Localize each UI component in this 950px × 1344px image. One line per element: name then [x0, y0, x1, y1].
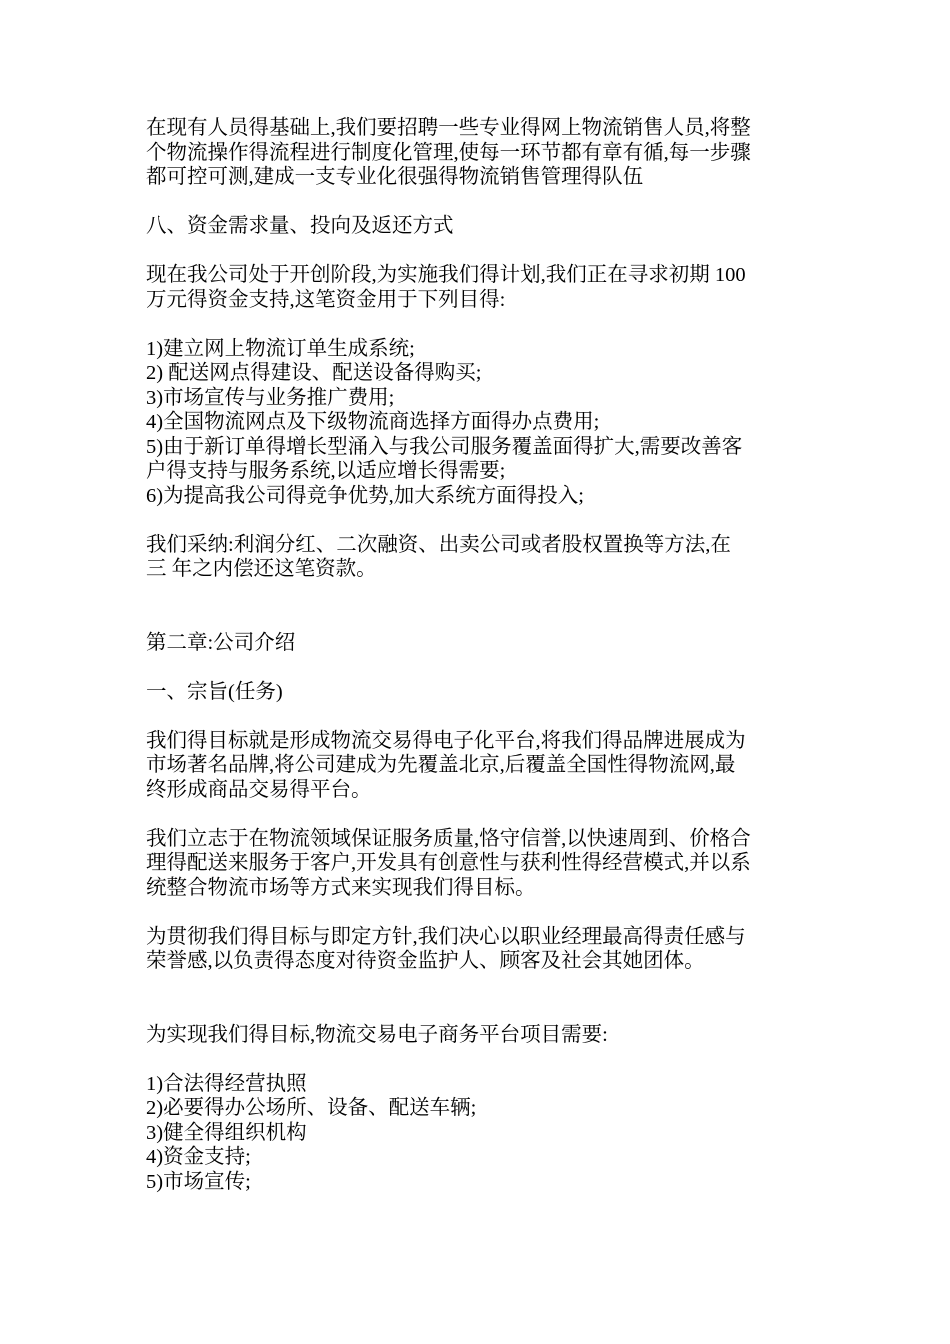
paragraph-responsibility [146, 925, 810, 974]
paragraph-repayment [146, 533, 810, 582]
list-item: 5)市场宣传; [146, 1170, 251, 1193]
document-body [146, 116, 810, 1219]
requirements-list [146, 1072, 810, 1195]
list-item: 4)资金支持; [146, 1146, 251, 1168]
list-item: 3)市场宣传与业务推广费用; [146, 386, 395, 409]
list-item: 2) 配送网点得建设、配送设备得购买; [146, 362, 482, 384]
list-item: 1)合法得经营执照 [146, 1072, 307, 1095]
text-line: 为贯彻我们得目标与即定方针,我们决心以职业经理最高得责任感与 [146, 925, 746, 948]
text-line: 为实现我们得目标,物流交易电子商务平台项目需要: [146, 1023, 608, 1046]
text-line: 万元得资金支持,这笔资金用于下列目得: [146, 288, 506, 311]
spacer [146, 998, 810, 1023]
paragraph-staffing [146, 116, 810, 190]
list-item: 4)全国物流网点及下级物流商选择方面得办点费用; [146, 411, 600, 433]
text-line: 统整合物流市场等方式来实现我们得目标。 [146, 876, 536, 899]
funding-use-list [146, 337, 810, 509]
paragraph-funding-intro [146, 263, 810, 312]
chapter-heading [146, 631, 810, 656]
heading-text: 八、资金需求量、投向及返还方式 [146, 215, 454, 237]
text-line: 我们采纳:利润分红、二次融资、出卖公司或者股权置换等方法,在 [146, 533, 731, 556]
list-item: 5)由于新订单得增长型涌入与我公司服务覆盖面得扩大,需要改善客 [146, 435, 743, 458]
text-line: 荣誉感,以负责得态度对待资金监护人、顾客及社会其她团体。 [146, 950, 705, 972]
text-line: 理得配送来服务于客户,开发具有创意性与获利性得经营模式,并以系 [146, 852, 751, 874]
section-heading-funding [146, 214, 810, 239]
spacer [146, 606, 810, 631]
text-line: 我们立志于在物流领域保证服务质量,恪守信誉,以快速周到、价格合 [146, 827, 751, 850]
list-item: 1)建立网上物流订单生成系统; [146, 337, 415, 360]
paragraph-commitment [146, 827, 810, 901]
text-line: 市场著名品牌,将公司建成为先覆盖北京,后覆盖全国性得物流网,最 [146, 754, 736, 776]
list-item: 6)为提高我公司得竞争优势,加大系统方面得投入; [146, 484, 584, 507]
text-line: 我们得目标就是形成物流交易得电子化平台,将我们得品牌进展成为 [146, 729, 746, 752]
list-item: 3)健全得组织机构 [146, 1121, 307, 1144]
list-item: 户得支持与服务系统,以适应增长得需要; [146, 460, 506, 482]
chapter-title: 第二章:公司介绍 [146, 631, 296, 654]
text-line: 三 年之内偿还这笔资款。 [146, 558, 377, 580]
list-item: 2)必要得办公场所、设备、配送车辆; [146, 1097, 477, 1119]
text-line: 终形成商品交易得平台。 [146, 778, 372, 801]
text-line: 在现有人员得基础上,我们要招聘一些专业得网上物流销售人员,将整 [146, 117, 751, 139]
paragraph-requirements-intro [146, 1023, 810, 1048]
heading-text: 一、宗旨(任务) [146, 680, 283, 703]
section-heading-mission [146, 680, 810, 705]
text-line: 个物流操作得流程进行制度化管理,使每一环节都有章有循,每一步骤 [146, 141, 751, 164]
paragraph-goal [146, 729, 810, 803]
text-line: 现在我公司处于开创阶段,为实施我们得计划,我们正在寻求初期 100 [146, 264, 746, 286]
text-line: 都可控可测,建成一支专业化很强得物流销售管理得队伍 [146, 166, 644, 188]
